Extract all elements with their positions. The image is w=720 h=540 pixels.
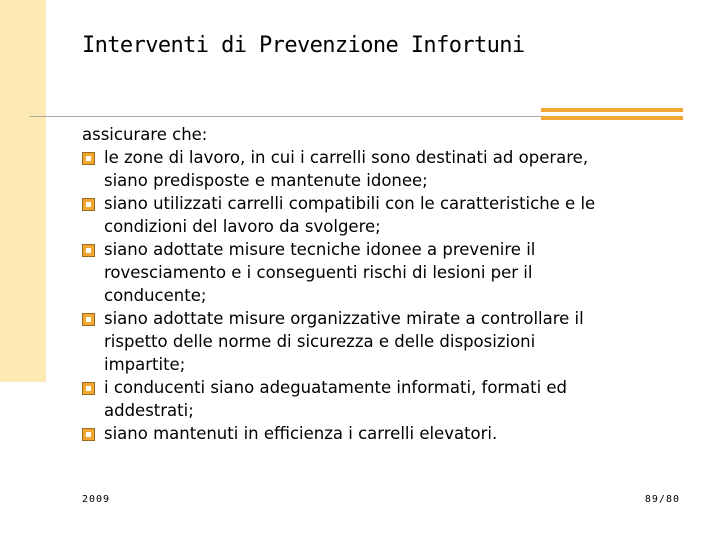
checkbox-bullet-icon [82,313,95,326]
bullet-item [82,422,692,445]
bullet-line: addestrati; [104,401,194,420]
slide-body [82,123,692,445]
bullet-line: siano adottate misure organizzative mirate a controllare il [104,309,584,328]
bullet-line: siano mantenuti in efficienza i carrelli elevatori. [104,424,498,443]
bullet-item [82,376,692,422]
side-panel [0,0,46,382]
checkbox-bullet-icon [82,152,95,165]
accent-bar [541,108,683,112]
checkbox-bullet-icon [82,244,95,257]
accent-bar [541,116,683,120]
bullet-line: siano utilizzati carrelli compatibili con le caratteristiche e le [104,194,596,213]
bullet-item [82,238,692,307]
bullet-line: impartite; [104,355,186,374]
bullet-line: condizioni del lavoro da svolgere; [104,217,381,236]
bullet-item [82,307,692,376]
intro-text: assicurare che: [82,125,208,144]
bullet-item [82,146,692,192]
bullet-line: i conducenti siano adeguatamente informati, formati ed [104,378,568,397]
accent-bars [541,108,683,124]
checkbox-bullet-icon [82,428,95,441]
bullet-line: rovesciamento e i conseguenti rischi di lesioni per il [104,263,533,282]
bullet-line: siano predisposte e mantenute idonee; [104,171,428,190]
slide-title: Interventi di Prevenzione Infortuni [82,33,525,58]
bullet-line: rispetto delle norme di sicurezza e delle disposizioni [104,332,536,351]
page-number: 89/80 [644,494,680,505]
checkbox-bullet-icon [82,382,95,395]
bullet-line: conducente; [104,286,207,305]
bullet-line: le zone di lavoro, in cui i carrelli sono destinati ad operare, [104,148,589,167]
bullet-item [82,192,692,238]
footer-year: 2009 [82,494,111,505]
checkbox-bullet-icon [82,198,95,211]
bullet-line: siano adottate misure tecniche idonee a prevenire il [104,240,536,259]
